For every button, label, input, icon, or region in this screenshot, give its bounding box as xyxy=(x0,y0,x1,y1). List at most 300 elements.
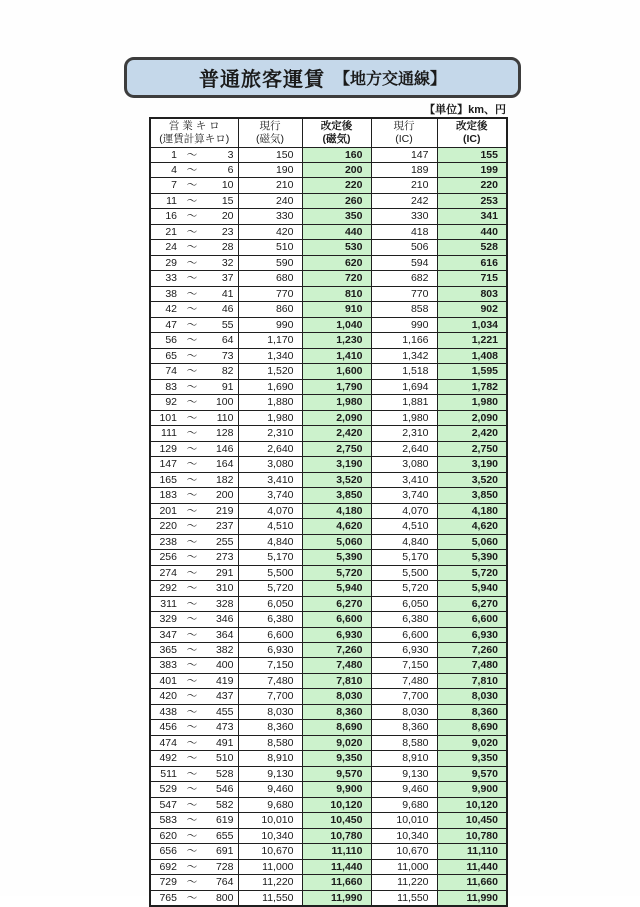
km-to: 655 xyxy=(215,829,234,842)
km-range-cell xyxy=(150,658,238,673)
current-magnetic-fare: 1,690 xyxy=(238,379,302,394)
km-to: 510 xyxy=(215,752,234,765)
header-business-km-line2: (運賃計算キロ) xyxy=(159,132,230,145)
km-from: 165 xyxy=(159,473,177,486)
table-row xyxy=(150,596,507,611)
revised-magnetic-fare: 810 xyxy=(302,286,371,301)
km-from: 256 xyxy=(159,551,177,564)
revised-ic-fare: 253 xyxy=(437,193,507,208)
revised-ic-fare: 10,780 xyxy=(437,828,507,843)
table-row xyxy=(150,735,507,750)
km-from: 438 xyxy=(159,705,177,718)
revised-magnetic-fare: 6,600 xyxy=(302,612,371,627)
km-from: 347 xyxy=(159,628,177,641)
current-ic-fare: 1,342 xyxy=(371,348,437,363)
revised-magnetic-fare: 2,750 xyxy=(302,441,371,456)
revised-magnetic-fare: 160 xyxy=(302,147,371,162)
km-to: 419 xyxy=(215,674,234,687)
current-ic-fare: 3,080 xyxy=(371,457,437,472)
tilde-symbol: ～ xyxy=(186,767,198,780)
revised-ic-fare: 715 xyxy=(437,271,507,286)
tilde-symbol: ～ xyxy=(186,458,198,471)
km-from: 1 xyxy=(171,148,177,161)
revised-ic-fare: 8,030 xyxy=(437,689,507,704)
revised-ic-fare: 9,570 xyxy=(437,766,507,781)
km-from: 56 xyxy=(165,334,177,347)
revised-magnetic-fare: 10,450 xyxy=(302,813,371,828)
header-revised-magnetic-line1: 改定後 xyxy=(320,119,353,132)
km-range-cell xyxy=(150,844,238,859)
km-to: 10 xyxy=(221,179,234,192)
current-magnetic-fare: 5,500 xyxy=(238,565,302,580)
revised-ic-fare: 3,520 xyxy=(437,472,507,487)
tilde-symbol: ～ xyxy=(186,256,198,269)
km-range-cell xyxy=(150,333,238,348)
revised-ic-fare: 4,620 xyxy=(437,519,507,534)
current-ic-fare: 11,000 xyxy=(371,859,437,874)
revised-magnetic-fare: 7,480 xyxy=(302,658,371,673)
revised-magnetic-fare: 5,940 xyxy=(302,581,371,596)
table-row xyxy=(150,395,507,410)
km-range-cell xyxy=(150,859,238,874)
table-row xyxy=(150,875,507,890)
table-row xyxy=(150,704,507,719)
table-row xyxy=(150,255,507,270)
revised-magnetic-fare: 9,020 xyxy=(302,735,371,750)
tilde-symbol: ～ xyxy=(186,814,198,827)
table-row xyxy=(150,844,507,859)
km-range-cell xyxy=(150,673,238,688)
table-row xyxy=(150,550,507,565)
km-from: 92 xyxy=(165,396,177,409)
current-ic-fare: 10,670 xyxy=(371,844,437,859)
current-ic-fare: 594 xyxy=(371,255,437,270)
km-from: 183 xyxy=(159,489,177,502)
revised-ic-fare: 5,060 xyxy=(437,534,507,549)
header-revised-ic xyxy=(437,118,507,147)
header-current-ic xyxy=(371,118,437,147)
tilde-symbol: ～ xyxy=(186,396,198,409)
km-range-cell xyxy=(150,627,238,642)
revised-ic-fare: 1,595 xyxy=(437,364,507,379)
tilde-symbol: ～ xyxy=(186,566,198,579)
km-to: 46 xyxy=(221,303,234,316)
current-magnetic-fare: 6,050 xyxy=(238,596,302,611)
tilde-symbol: ～ xyxy=(186,272,198,285)
tilde-symbol: ～ xyxy=(186,427,198,440)
km-from: 692 xyxy=(159,860,177,873)
table-row xyxy=(150,627,507,642)
km-range-cell xyxy=(150,828,238,843)
tilde-symbol: ～ xyxy=(186,891,198,904)
km-from: 11 xyxy=(166,194,177,207)
table-row xyxy=(150,302,507,317)
revised-ic-fare: 2,090 xyxy=(437,410,507,425)
revised-ic-fare: 4,180 xyxy=(437,503,507,518)
revised-magnetic-fare: 910 xyxy=(302,302,371,317)
km-range-cell xyxy=(150,317,238,332)
km-to: 20 xyxy=(221,210,234,223)
revised-magnetic-fare: 3,190 xyxy=(302,457,371,472)
revised-magnetic-fare: 620 xyxy=(302,255,371,270)
tilde-symbol: ～ xyxy=(186,318,198,331)
km-from: 656 xyxy=(159,845,177,858)
tilde-symbol: ～ xyxy=(186,628,198,641)
revised-ic-fare: 1,980 xyxy=(437,395,507,410)
km-from: 529 xyxy=(159,783,177,796)
km-range-cell xyxy=(150,348,238,363)
revised-ic-fare: 9,350 xyxy=(437,751,507,766)
km-to: 728 xyxy=(215,860,234,873)
current-ic-fare: 770 xyxy=(371,286,437,301)
km-range-cell xyxy=(150,751,238,766)
current-magnetic-fare: 4,840 xyxy=(238,534,302,549)
revised-ic-fare: 5,940 xyxy=(437,581,507,596)
km-from: 101 xyxy=(159,411,177,424)
current-magnetic-fare: 11,220 xyxy=(238,875,302,890)
revised-magnetic-fare: 260 xyxy=(302,193,371,208)
revised-magnetic-fare: 11,440 xyxy=(302,859,371,874)
current-magnetic-fare: 420 xyxy=(238,224,302,239)
km-to: 455 xyxy=(215,705,234,718)
current-ic-fare: 8,030 xyxy=(371,704,437,719)
current-ic-fare: 10,340 xyxy=(371,828,437,843)
current-ic-fare: 2,310 xyxy=(371,426,437,441)
table-row xyxy=(150,271,507,286)
revised-magnetic-fare: 9,350 xyxy=(302,751,371,766)
revised-ic-fare: 11,990 xyxy=(437,890,507,906)
km-range-cell xyxy=(150,457,238,472)
tilde-symbol: ～ xyxy=(186,303,198,316)
revised-ic-fare: 2,420 xyxy=(437,426,507,441)
km-range-cell xyxy=(150,704,238,719)
revised-magnetic-fare: 8,360 xyxy=(302,704,371,719)
revised-magnetic-fare: 5,060 xyxy=(302,534,371,549)
km-range-cell xyxy=(150,255,238,270)
header-row xyxy=(150,118,507,147)
revised-ic-fare: 1,782 xyxy=(437,379,507,394)
current-ic-fare: 5,500 xyxy=(371,565,437,580)
current-ic-fare: 2,640 xyxy=(371,441,437,456)
current-magnetic-fare: 7,150 xyxy=(238,658,302,673)
current-magnetic-fare: 11,000 xyxy=(238,859,302,874)
table-row xyxy=(150,890,507,906)
revised-ic-fare: 2,750 xyxy=(437,441,507,456)
table-row xyxy=(150,193,507,208)
revised-magnetic-fare: 350 xyxy=(302,209,371,224)
km-to: 273 xyxy=(215,551,234,564)
revised-ic-fare: 3,850 xyxy=(437,488,507,503)
revised-ic-fare: 3,190 xyxy=(437,457,507,472)
current-ic-fare: 4,840 xyxy=(371,534,437,549)
km-range-cell xyxy=(150,240,238,255)
table-row xyxy=(150,472,507,487)
table-row xyxy=(150,162,507,177)
tilde-symbol: ～ xyxy=(186,613,198,626)
revised-magnetic-fare: 440 xyxy=(302,224,371,239)
revised-ic-fare: 7,480 xyxy=(437,658,507,673)
km-range-cell xyxy=(150,224,238,239)
header-business-km-line1: 営 業 キ ロ xyxy=(168,119,220,132)
current-magnetic-fare: 9,130 xyxy=(238,766,302,781)
km-from: 238 xyxy=(159,535,177,548)
km-from: 765 xyxy=(159,891,177,904)
km-from: 21 xyxy=(165,225,177,238)
current-magnetic-fare: 860 xyxy=(238,302,302,317)
fare-table xyxy=(149,117,508,907)
revised-ic-fare: 803 xyxy=(437,286,507,301)
current-magnetic-fare: 240 xyxy=(238,193,302,208)
revised-ic-fare: 1,034 xyxy=(437,317,507,332)
km-to: 800 xyxy=(215,891,234,904)
current-magnetic-fare: 5,720 xyxy=(238,581,302,596)
tilde-symbol: ～ xyxy=(186,241,198,254)
km-from: 33 xyxy=(165,272,177,285)
revised-ic-fare: 220 xyxy=(437,178,507,193)
revised-ic-fare: 1,221 xyxy=(437,333,507,348)
km-to: 546 xyxy=(215,783,234,796)
revised-ic-fare: 7,260 xyxy=(437,643,507,658)
fare-table-header xyxy=(150,118,507,147)
revised-magnetic-fare: 4,620 xyxy=(302,519,371,534)
current-ic-fare: 6,050 xyxy=(371,596,437,611)
title-banner xyxy=(124,57,521,98)
revised-ic-fare: 9,020 xyxy=(437,735,507,750)
current-ic-fare: 11,220 xyxy=(371,875,437,890)
km-to: 128 xyxy=(215,427,234,440)
current-magnetic-fare: 3,410 xyxy=(238,472,302,487)
current-ic-fare: 6,930 xyxy=(371,643,437,658)
current-ic-fare: 1,980 xyxy=(371,410,437,425)
current-ic-fare: 7,700 xyxy=(371,689,437,704)
revised-magnetic-fare: 530 xyxy=(302,240,371,255)
km-from: 292 xyxy=(159,582,177,595)
km-to: 255 xyxy=(215,535,234,548)
km-range-cell xyxy=(150,720,238,735)
table-row xyxy=(150,813,507,828)
km-to: 73 xyxy=(221,349,234,362)
km-to: 619 xyxy=(215,814,234,827)
header-revised-magnetic-line2: (磁気) xyxy=(322,132,351,145)
table-row xyxy=(150,441,507,456)
revised-magnetic-fare: 3,850 xyxy=(302,488,371,503)
current-ic-fare: 242 xyxy=(371,193,437,208)
current-magnetic-fare: 2,310 xyxy=(238,426,302,441)
km-from: 129 xyxy=(159,442,177,455)
revised-magnetic-fare: 10,780 xyxy=(302,828,371,843)
table-row xyxy=(150,534,507,549)
tilde-symbol: ～ xyxy=(186,179,198,192)
current-magnetic-fare: 6,930 xyxy=(238,643,302,658)
current-ic-fare: 4,510 xyxy=(371,519,437,534)
km-range-cell xyxy=(150,766,238,781)
revised-magnetic-fare: 3,520 xyxy=(302,472,371,487)
km-to: 764 xyxy=(215,876,234,889)
revised-ic-fare: 9,900 xyxy=(437,782,507,797)
km-from: 7 xyxy=(171,179,177,192)
tilde-symbol: ～ xyxy=(186,225,198,238)
current-ic-fare: 3,410 xyxy=(371,472,437,487)
current-magnetic-fare: 4,070 xyxy=(238,503,302,518)
km-from: 311 xyxy=(160,597,177,610)
table-row xyxy=(150,643,507,658)
km-to: 437 xyxy=(215,690,234,703)
km-to: 473 xyxy=(215,721,234,734)
current-ic-fare: 858 xyxy=(371,302,437,317)
current-magnetic-fare: 8,030 xyxy=(238,704,302,719)
revised-magnetic-fare: 7,810 xyxy=(302,673,371,688)
table-row xyxy=(150,240,507,255)
tilde-symbol: ～ xyxy=(186,380,198,393)
current-ic-fare: 5,720 xyxy=(371,581,437,596)
revised-magnetic-fare: 2,090 xyxy=(302,410,371,425)
current-ic-fare: 9,460 xyxy=(371,782,437,797)
current-magnetic-fare: 510 xyxy=(238,240,302,255)
km-range-cell xyxy=(150,503,238,518)
revised-magnetic-fare: 5,720 xyxy=(302,565,371,580)
revised-ic-fare: 902 xyxy=(437,302,507,317)
km-to: 528 xyxy=(215,767,234,780)
tilde-symbol: ～ xyxy=(186,442,198,455)
table-row xyxy=(150,612,507,627)
current-magnetic-fare: 770 xyxy=(238,286,302,301)
current-magnetic-fare: 2,640 xyxy=(238,441,302,456)
tilde-symbol: ～ xyxy=(186,520,198,533)
unit-label: 【単位】km、円 xyxy=(424,104,506,116)
revised-magnetic-fare: 200 xyxy=(302,162,371,177)
km-range-cell xyxy=(150,875,238,890)
table-row xyxy=(150,828,507,843)
header-current-ic-line2: (IC) xyxy=(395,132,413,145)
km-to: 691 xyxy=(215,845,234,858)
current-magnetic-fare: 7,700 xyxy=(238,689,302,704)
current-ic-fare: 506 xyxy=(371,240,437,255)
table-row xyxy=(150,797,507,812)
km-to: 400 xyxy=(215,659,234,672)
km-from: 547 xyxy=(159,798,177,811)
current-magnetic-fare: 680 xyxy=(238,271,302,286)
km-to: 346 xyxy=(215,613,234,626)
km-range-cell xyxy=(150,488,238,503)
table-row xyxy=(150,209,507,224)
table-row xyxy=(150,457,507,472)
revised-ic-fare: 8,690 xyxy=(437,720,507,735)
revised-magnetic-fare: 2,420 xyxy=(302,426,371,441)
revised-ic-fare: 11,660 xyxy=(437,875,507,890)
tilde-symbol: ～ xyxy=(186,736,198,749)
current-magnetic-fare: 150 xyxy=(238,147,302,162)
revised-ic-fare: 5,720 xyxy=(437,565,507,580)
table-row xyxy=(150,673,507,688)
tilde-symbol: ～ xyxy=(186,582,198,595)
header-revised-ic-line2: (IC) xyxy=(463,132,481,145)
current-ic-fare: 990 xyxy=(371,317,437,332)
current-ic-fare: 8,360 xyxy=(371,720,437,735)
table-row xyxy=(150,178,507,193)
km-to: 328 xyxy=(215,597,234,610)
current-ic-fare: 7,480 xyxy=(371,673,437,688)
revised-magnetic-fare: 220 xyxy=(302,178,371,193)
current-magnetic-fare: 3,080 xyxy=(238,457,302,472)
revised-ic-fare: 11,110 xyxy=(437,844,507,859)
tilde-symbol: ～ xyxy=(186,659,198,672)
km-from: 65 xyxy=(165,349,177,362)
revised-magnetic-fare: 1,600 xyxy=(302,364,371,379)
tilde-symbol: ～ xyxy=(186,597,198,610)
km-to: 82 xyxy=(221,365,234,378)
current-ic-fare: 7,150 xyxy=(371,658,437,673)
table-row xyxy=(150,147,507,162)
revised-magnetic-fare: 1,410 xyxy=(302,348,371,363)
km-range-cell xyxy=(150,472,238,487)
revised-magnetic-fare: 1,790 xyxy=(302,379,371,394)
km-to: 28 xyxy=(221,241,234,254)
table-row xyxy=(150,658,507,673)
km-range-cell xyxy=(150,612,238,627)
table-row xyxy=(150,751,507,766)
km-to: 37 xyxy=(221,272,234,285)
current-magnetic-fare: 9,680 xyxy=(238,797,302,812)
revised-magnetic-fare: 6,270 xyxy=(302,596,371,611)
km-to: 6 xyxy=(227,163,234,176)
revised-ic-fare: 616 xyxy=(437,255,507,270)
km-range-cell xyxy=(150,286,238,301)
tilde-symbol: ～ xyxy=(186,473,198,486)
km-to: 41 xyxy=(221,287,234,300)
revised-ic-fare: 199 xyxy=(437,162,507,177)
km-range-cell xyxy=(150,302,238,317)
tilde-symbol: ～ xyxy=(186,535,198,548)
current-magnetic-fare: 6,600 xyxy=(238,627,302,642)
revised-magnetic-fare: 10,120 xyxy=(302,797,371,812)
table-row xyxy=(150,348,507,363)
revised-ic-fare: 155 xyxy=(437,147,507,162)
revised-magnetic-fare: 8,690 xyxy=(302,720,371,735)
revised-ic-fare: 440 xyxy=(437,224,507,239)
revised-magnetic-fare: 11,660 xyxy=(302,875,371,890)
current-ic-fare: 8,910 xyxy=(371,751,437,766)
current-ic-fare: 1,518 xyxy=(371,364,437,379)
km-from: 620 xyxy=(159,829,177,842)
km-to: 110 xyxy=(216,411,234,424)
current-magnetic-fare: 9,460 xyxy=(238,782,302,797)
km-to: 310 xyxy=(215,582,234,595)
revised-magnetic-fare: 11,110 xyxy=(302,844,371,859)
table-row xyxy=(150,379,507,394)
km-to: 100 xyxy=(215,396,234,409)
km-range-cell xyxy=(150,534,238,549)
revised-magnetic-fare: 6,930 xyxy=(302,627,371,642)
km-from: 456 xyxy=(159,721,177,734)
km-from: 83 xyxy=(165,380,177,393)
km-from: 42 xyxy=(165,303,177,316)
km-to: 382 xyxy=(215,644,234,656)
tilde-symbol: ～ xyxy=(186,644,198,656)
km-from: 38 xyxy=(165,287,177,300)
km-range-cell xyxy=(150,209,238,224)
tilde-symbol: ～ xyxy=(186,752,198,765)
revised-ic-fare: 10,450 xyxy=(437,813,507,828)
km-from: 274 xyxy=(159,566,177,579)
table-row xyxy=(150,224,507,239)
km-from: 111 xyxy=(161,427,177,440)
current-magnetic-fare: 1,520 xyxy=(238,364,302,379)
table-row xyxy=(150,689,507,704)
km-from: 383 xyxy=(159,659,177,672)
km-range-cell xyxy=(150,735,238,750)
tilde-symbol: ～ xyxy=(186,365,198,378)
revised-magnetic-fare: 11,990 xyxy=(302,890,371,906)
